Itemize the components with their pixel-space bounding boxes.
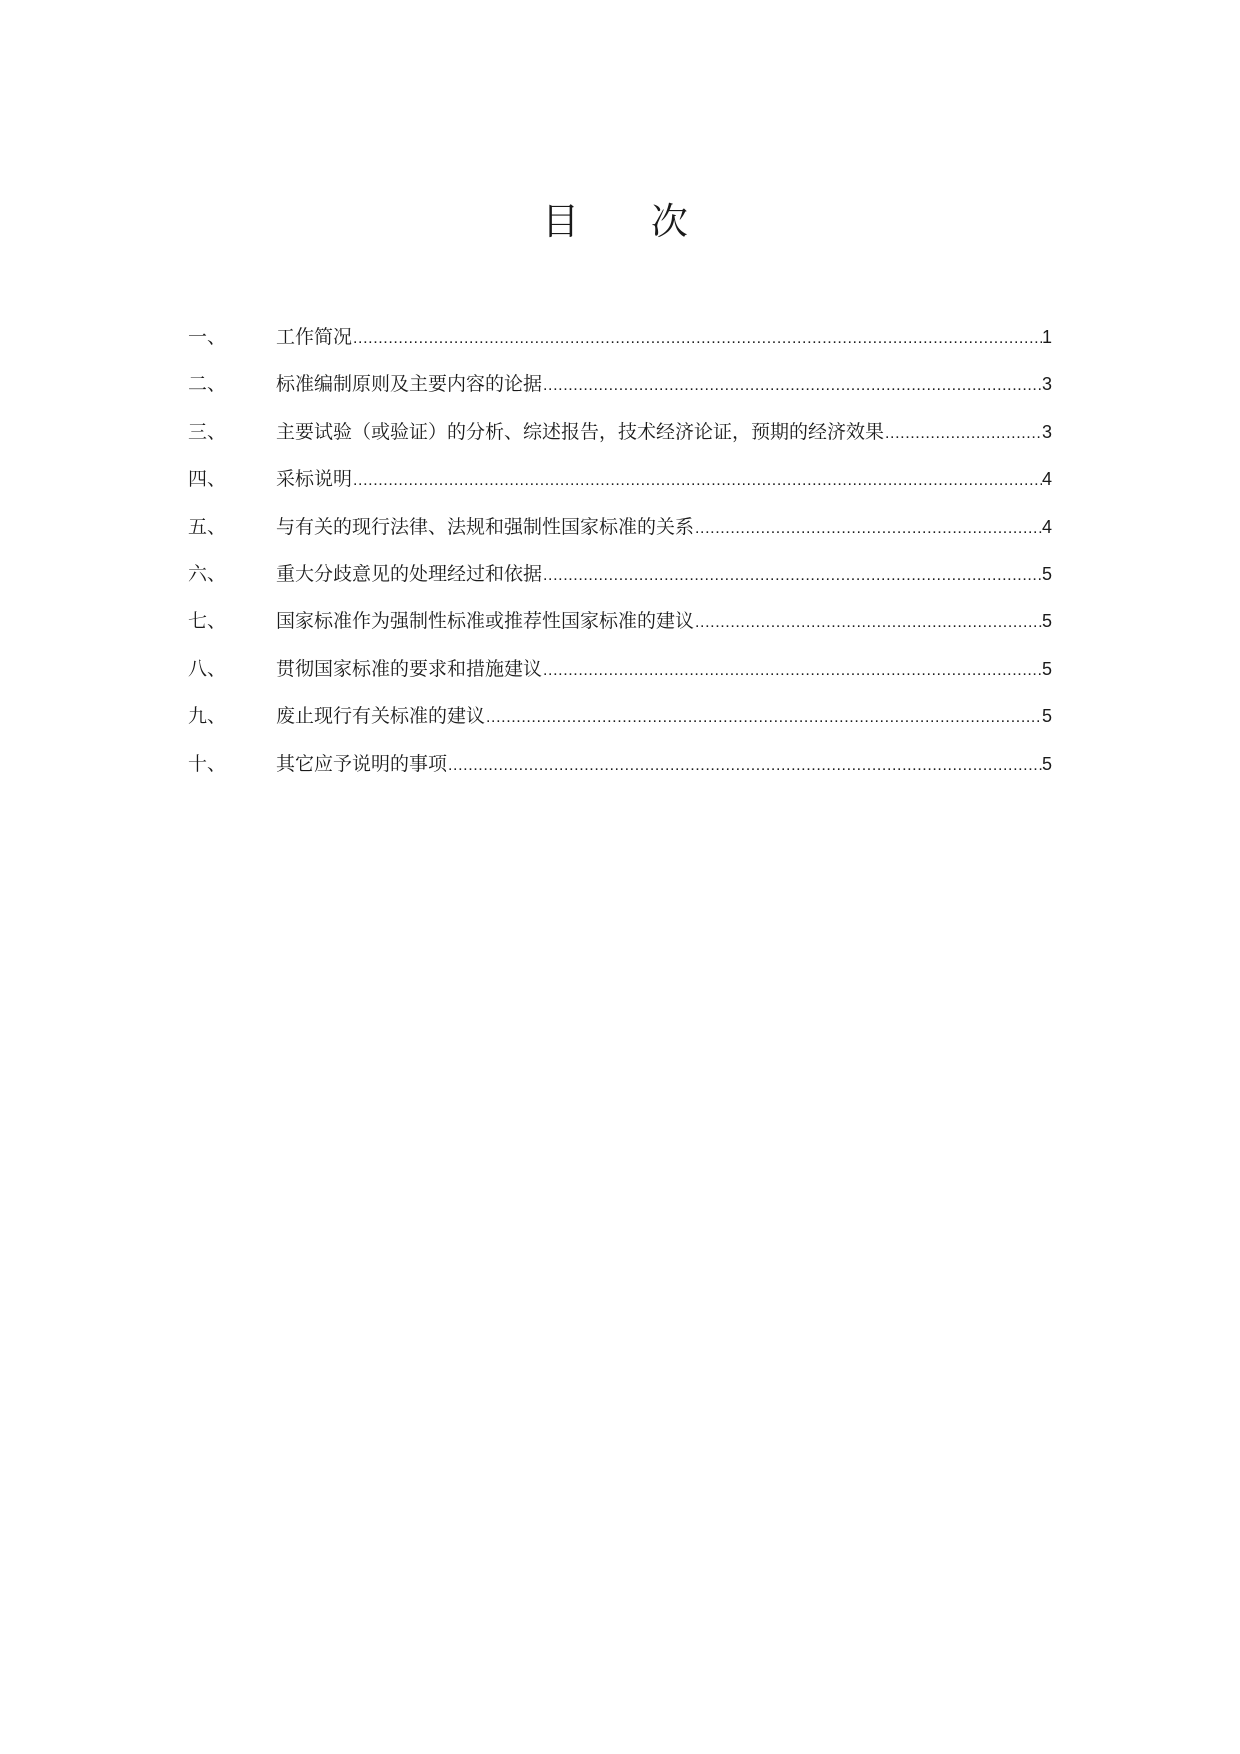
toc-entry-number: 十、 (188, 752, 227, 775)
toc-entry-title: 工作简况 (276, 326, 353, 348)
toc-entry-page: 3 (1041, 374, 1052, 395)
toc-entry[interactable] (188, 693, 1052, 740)
toc-entry[interactable] (188, 741, 1052, 788)
table-of-contents (188, 314, 1052, 788)
toc-entry-number: 八、 (188, 657, 227, 680)
toc-entry-page: 5 (1041, 706, 1052, 727)
toc-dot-leader (694, 599, 1042, 646)
toc-dot-leader (485, 694, 1042, 741)
toc-dot-leader (542, 647, 1042, 694)
toc-entry-title: 与有关的现行法律、法规和强制性国家标准的关系 (276, 515, 695, 538)
toc-dot-leader (352, 457, 1042, 504)
toc-entry-title: 采标说明 (276, 468, 353, 491)
toc-entry-title: 主要试验（或验证）的分析、综述报告，技术经济论证，预期的经济效果 (276, 420, 885, 443)
toc-entry-page: 4 (1041, 516, 1052, 537)
toc-entry[interactable] (188, 504, 1052, 551)
toc-entry-page: 5 (1041, 658, 1052, 679)
toc-dot-leader (694, 505, 1042, 552)
toc-dot-leader (884, 410, 1042, 457)
toc-entry-page: 3 (1041, 421, 1052, 442)
toc-entry-number: 七、 (188, 610, 227, 633)
toc-entry-number: 四、 (188, 468, 227, 491)
toc-entry[interactable] (188, 551, 1052, 598)
toc-entry[interactable] (188, 646, 1052, 693)
toc-entry-number: 五、 (188, 515, 227, 538)
toc-entry[interactable] (188, 456, 1052, 503)
toc-entry-number: 六、 (188, 562, 227, 585)
toc-dot-leader (447, 742, 1042, 789)
toc-entry-title: 废止现行有关标准的建议 (276, 705, 486, 728)
toc-entry-page: 5 (1041, 611, 1052, 632)
toc-dot-leader (542, 362, 1042, 409)
toc-entry[interactable] (188, 409, 1052, 456)
toc-entry[interactable] (188, 598, 1052, 645)
toc-entry[interactable] (188, 361, 1052, 408)
toc-entry-title: 国家标准作为强制性标准或推荐性国家标准的建议 (276, 610, 695, 633)
page-title: 目 次 (542, 200, 718, 243)
toc-entry-number: 九、 (188, 705, 227, 728)
toc-entry-page: 5 (1041, 563, 1052, 584)
toc-entry-title: 其它应予说明的事项 (276, 752, 448, 775)
toc-entry-page: 1 (1041, 327, 1052, 347)
toc-entry-page: 4 (1041, 469, 1052, 490)
toc-entry-page: 5 (1041, 753, 1052, 774)
toc-dot-leader (542, 552, 1042, 599)
toc-entry-title: 贯彻国家标准的要求和措施建议 (276, 657, 543, 680)
toc-entry[interactable] (188, 314, 1052, 361)
toc-dot-leader (352, 315, 1042, 362)
toc-entry-number: 一、 (188, 326, 227, 348)
toc-entry-number: 三、 (188, 420, 227, 443)
toc-entry-title: 标准编制原则及主要内容的论据 (276, 373, 543, 396)
toc-entry-number: 二、 (188, 373, 227, 396)
toc-entry-title: 重大分歧意见的处理经过和依据 (276, 562, 543, 585)
